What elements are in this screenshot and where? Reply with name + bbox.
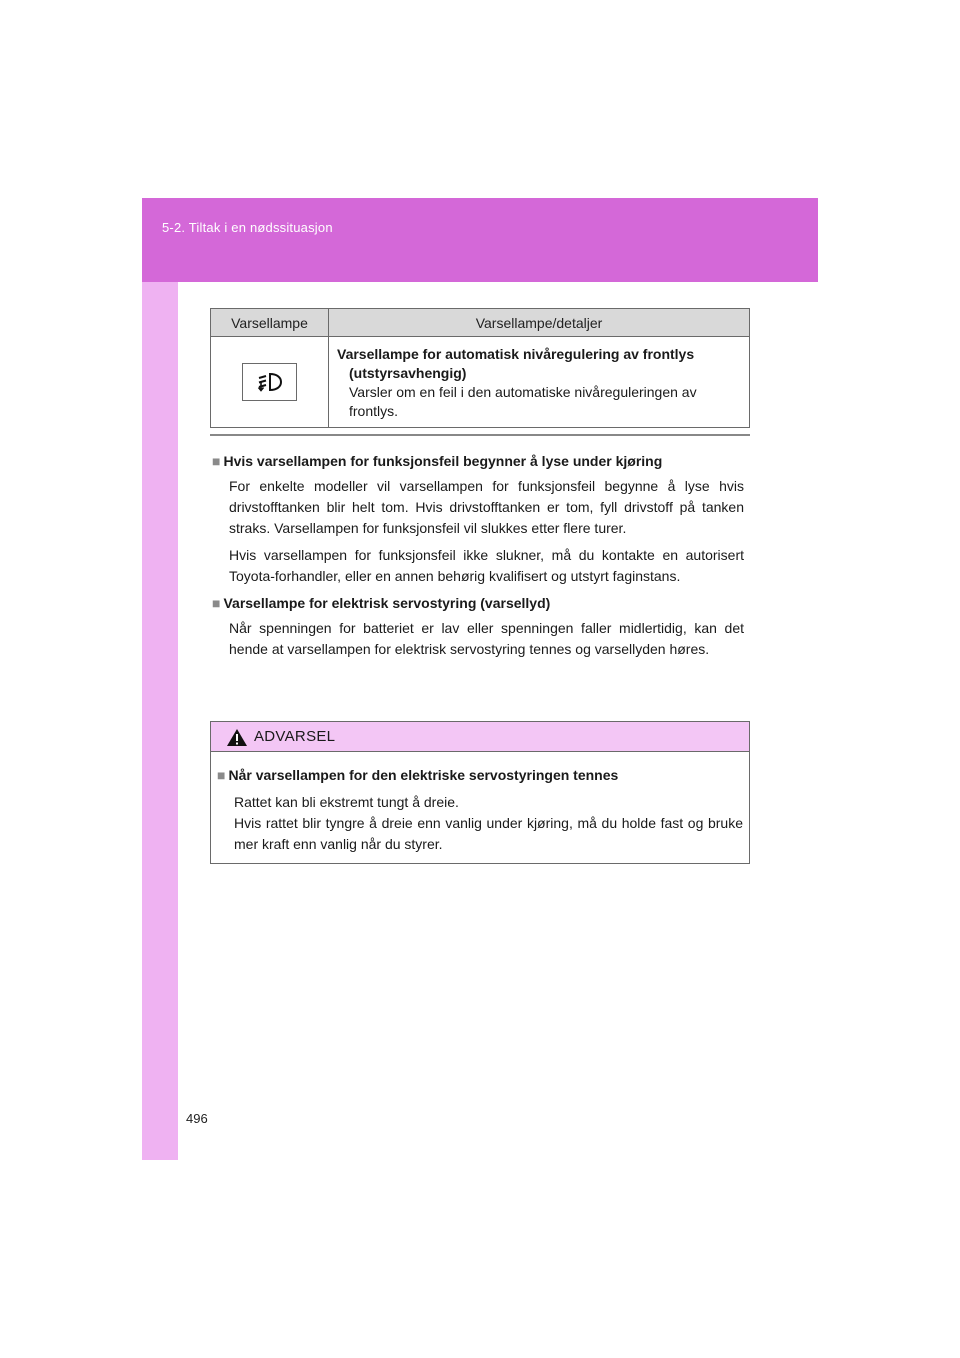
lamp-title: Varsellampe for automatisk nivåregulering av frontlys <box>337 346 695 362</box>
divider <box>210 434 750 436</box>
lamp-description: Varsler om en feil i den automatiske nivåreguleringen av frontlys. <box>349 384 697 419</box>
lamp-subtitle: (utstyrsavhengig) <box>349 365 467 381</box>
section-title: 5-2. Tiltak i en nødssituasjon <box>162 220 333 235</box>
column-header-lamp: Varsellampe <box>211 309 329 337</box>
body-text <box>212 451 744 666</box>
page-number: 496 <box>186 1111 208 1126</box>
table-row <box>211 337 750 428</box>
detail-cell <box>329 337 750 428</box>
side-strip <box>142 282 178 1160</box>
section-heading: ■ Varsellampe for elektrisk servostyring (varsellyd) <box>212 595 551 611</box>
column-header-details: Varsellampe/detaljer <box>329 309 750 337</box>
warning-body <box>211 752 749 855</box>
paragraph: Hvis varsellampen for funksjonsfeil ikke slukner, må du kontakte en autorisert Toyota-forhandler, eller en annen behørig kvalifisert og utstyrt faginstans. <box>229 547 744 584</box>
paragraph: Når spenningen for batteriet er lav eller spenningen faller midlertidig, kan det hende at varsellampen for elektrisk servostyring tennes og varsellyden høres. <box>229 620 744 657</box>
warning-lamp-table <box>210 308 750 428</box>
section-heading: ■ Hvis varsellampen for funksjonsfeil begynner å lyse under kjøring <box>212 453 663 469</box>
header-band <box>142 198 818 282</box>
headlight-leveling-icon <box>242 363 297 401</box>
warning-header <box>211 722 749 752</box>
warning-box <box>210 721 750 864</box>
lamp-cell <box>211 337 329 428</box>
table-header-row <box>211 309 750 337</box>
paragraph: For enkelte modeller vil varsellampen for funksjonsfeil begynne å lyse hvis drivstofftanken blir helt tom. Hvis drivstofftanken er tom, fyll drivstoff på tanken straks. Varsellampen for funksjonsfeil vil slukkes etter flere turer. <box>229 478 744 536</box>
warning-triangle-icon <box>226 728 248 747</box>
warning-text: Rattet kan bli ekstremt tungt å dreie. Hvis rattet blir tyngre å dreie enn vanlig under kjøring, må du holde fast og bruke mer kraft enn vanlig når du styrer. <box>234 794 743 852</box>
warning-heading: ■ Når varsellampen for den elektriske servostyringen tennes <box>217 767 619 783</box>
warning-label: ADVARSEL <box>254 728 336 745</box>
